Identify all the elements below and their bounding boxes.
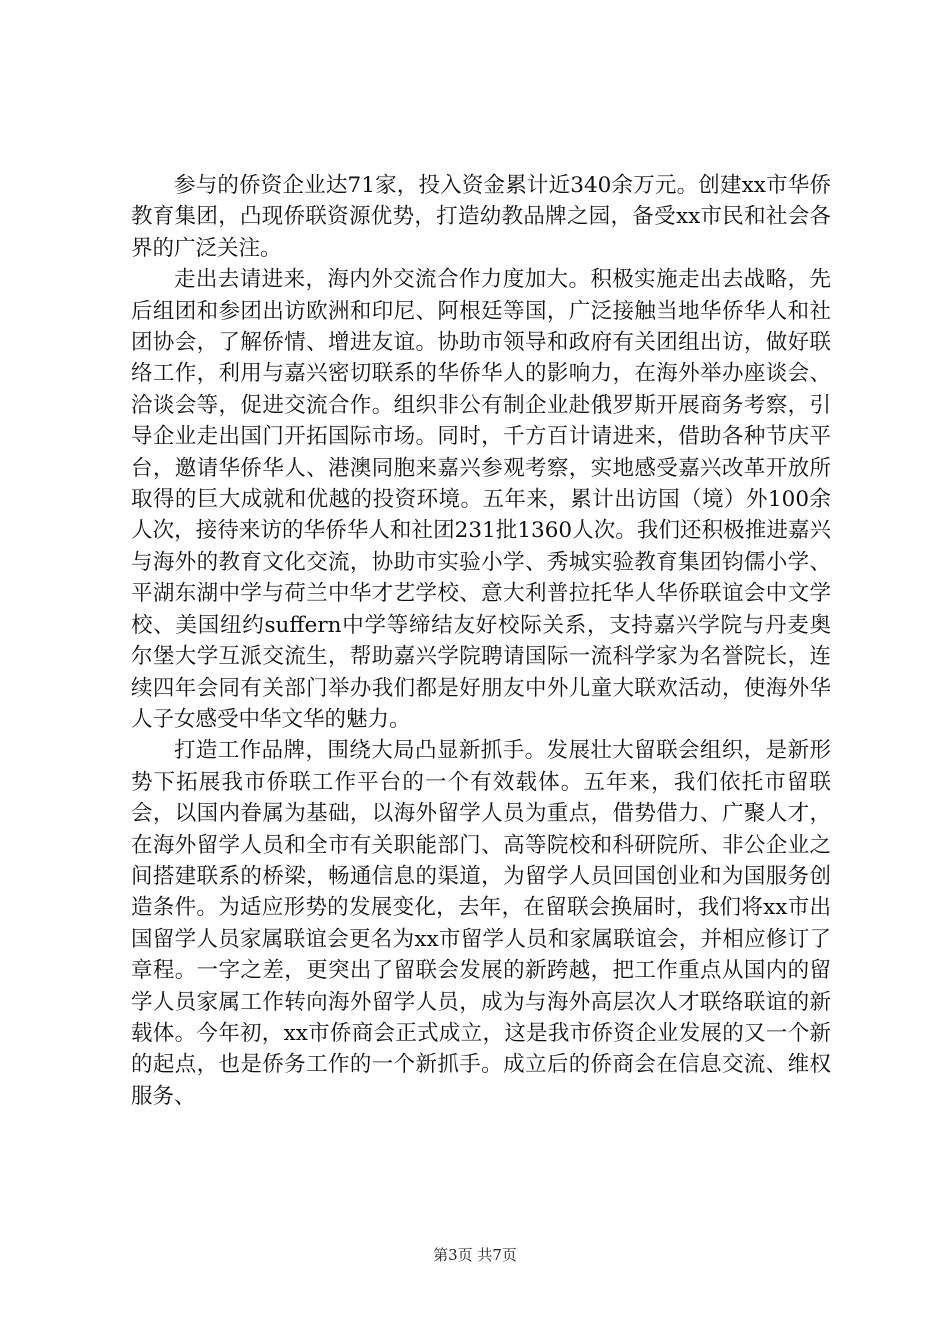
- paragraph-2: 走出去请进来，海内外交流合作力度加大。积极实施走出去战略，先后组团和参团出访欧洲和印尼、阿根廷等国，广泛接触当地华侨华人和社团协会，了解侨情、增进友谊。协助市领导和政府有关团组出访，做好联络工作，利用与嘉兴密切联系的华侨华人的影响力，在海外举办座谈会、洽谈会等，促进交流合作。组织非公有制企业赴俄罗斯开展商务考察，引导企业走出国门开拓国际市场。同时，千方百计请进来，借助各种节庆平台，邀请华侨华人、港澳同胞来嘉兴参观考察，实地感受嘉兴改革开放所取得的巨大成就和优越的投资环境。五年来，累计出访国（境）外100余人次，接待来访的华侨华人和社团231批1360人次。我们还积极推进嘉兴与海外的教育文化交流，协助市实验小学、秀城实验教育集团钧儒小学、平湖东湖中学与荷兰中华才艺学校、意大利普拉托华人华侨联谊会中文学校、美国纽约suffern中学等缔结友好校际关系，支持嘉兴学院与丹麦奥尔堡大学互派交流生，帮助嘉兴学院聘请国际一流科学家为名誉院长，连续四年会同有关部门举办我们都是好朋友中外儿童大联欢活动，使海外华人子女感受中华文华的魅力。: [131, 267, 831, 732]
- page-footer: 第3页 共7页: [433, 1246, 517, 1264]
- paragraph-1: 参与的侨资企业达71家，投入资金累计近340余万元。创建xx市华侨教育集团，凸现侨联资源优势，打造幼教品牌之园，备受xx市民和社会各界的广泛关注。: [131, 173, 831, 261]
- document-body: [131, 170, 831, 1112]
- paragraph-3: 打造工作品牌，围绕大局凸显新抓手。发展壮大留联会组织，是新形势下拓展我市侨联工作平台的一个有效载体。五年来，我们依托市留联会，以国内眷属为基础，以海外留学人员为重点，借势借力、广聚人才，在海外留学人员和全市有关职能部门、高等院校和科研院所、非公企业之间搭建联系的桥梁，畅通信息的渠道，为留学人员回国创业和为国服务创造条件。为适应形势的发展变化，去年，在留联会换届时，我们将xx市出国留学人员家属联谊会更名为xx市留学人员和家属联谊会，并相应修订了章程。一字之差，更突出了留联会发展的新跨越，把工作重点从国内的留学人员家属工作转向海外留学人员，成为与海外高层次人才联络联谊的新载体。今年初，xx市侨商会正式成立，这是我市侨资企业发展的又一个新的起点，也是侨务工作的一个新抓手。成立后的侨商会在信息交流、维权服务、: [131, 738, 831, 1109]
